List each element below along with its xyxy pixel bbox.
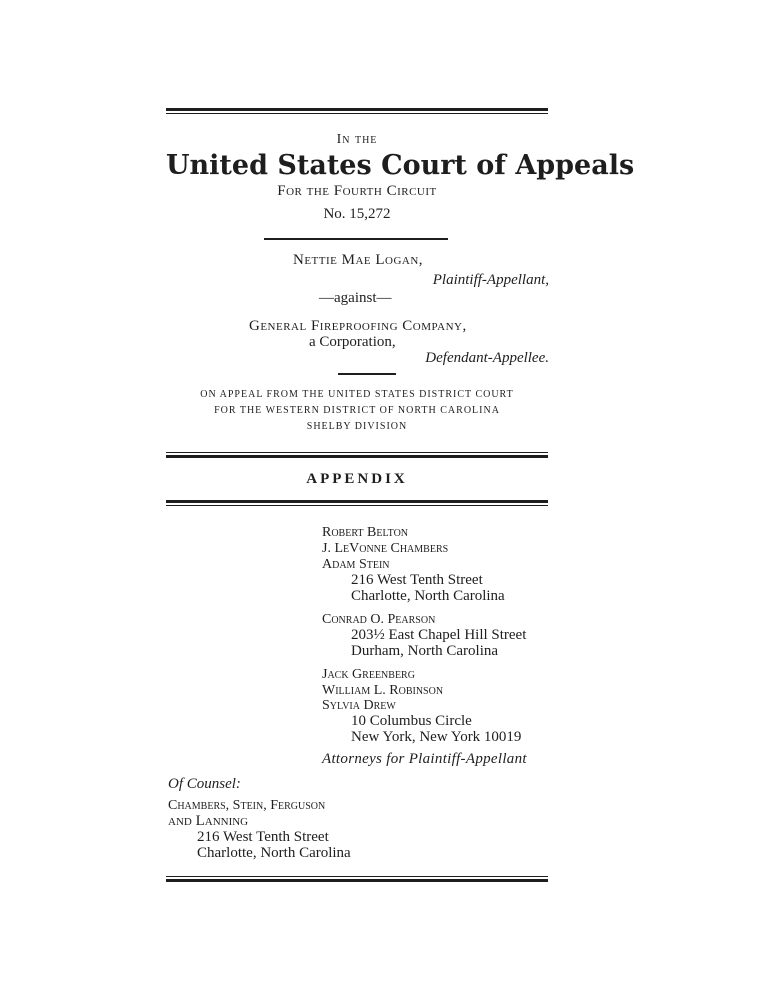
title-rule-thin xyxy=(166,505,548,506)
circuit-label: For the Fourth Circuit xyxy=(277,183,437,199)
attorney-name: Sylvia Drew xyxy=(322,698,396,713)
case-number: No. 15,272 xyxy=(323,206,391,222)
appeal-line-2: FOR THE WESTERN DISTRICT OF NORTH CAROLINA xyxy=(214,405,500,416)
address-line: Durham, North Carolina xyxy=(351,643,499,659)
appeal-line-1: ON APPEAL FROM THE UNITED STATES DISTRICT COURT xyxy=(200,389,514,400)
address-line: 216 West Tenth Street xyxy=(351,572,483,588)
attorney-name: J. LeVonne Chambers xyxy=(322,541,449,556)
counsel-firm-line-2: and Lanning xyxy=(168,813,249,829)
attorney-name: Conrad O. Pearson xyxy=(322,612,436,627)
top-rule-thin xyxy=(166,113,548,114)
attorney-name: Robert Belton xyxy=(322,525,409,540)
top-rule-thick xyxy=(166,108,548,111)
defendant-name: General Fireproofing Company, xyxy=(249,318,467,334)
attorney-name: William L. Robinson xyxy=(322,683,444,698)
plaintiff-role: Plaintiff-Appellant, xyxy=(432,272,549,288)
court-name: United States Court of Appeals xyxy=(166,150,635,181)
counsel-address-line: 216 West Tenth Street xyxy=(197,829,329,845)
defendant-role: Defendant-Appellee. xyxy=(425,350,549,366)
counsel-address-line: Charlotte, North Carolina xyxy=(197,845,351,861)
defendant-description: a Corporation, xyxy=(309,334,396,350)
divider-rule-1 xyxy=(264,238,448,240)
counsel-firm-line-1: Chambers, Stein, Ferguson xyxy=(168,798,326,813)
against-label: —against— xyxy=(319,290,392,306)
address-line: New York, New York 10019 xyxy=(351,729,522,745)
address-line: 10 Columbus Circle xyxy=(351,713,472,729)
title-rule-thick xyxy=(166,500,548,503)
of-counsel-label: Of Counsel: xyxy=(168,776,241,792)
divider-rule-2 xyxy=(338,373,396,375)
bottom-rule-thin xyxy=(166,876,548,877)
plaintiff-name: Nettie Mae Logan, xyxy=(293,252,424,268)
document-title: APPENDIX xyxy=(306,471,408,487)
attorneys-role: Attorneys for Plaintiff-Appellant xyxy=(322,751,527,767)
address-line: Charlotte, North Carolina xyxy=(351,588,505,604)
appeal-line-3: SHELBY DIVISION xyxy=(306,421,408,432)
attorney-name: Jack Greenberg xyxy=(322,667,415,682)
middle-rule-thick xyxy=(166,455,548,458)
in-the-label: In the xyxy=(336,132,378,147)
bottom-rule-thick xyxy=(166,879,548,882)
address-line: 203½ East Chapel Hill Street xyxy=(351,627,527,643)
middle-rule-thin xyxy=(166,452,548,453)
attorney-name: Adam Stein xyxy=(322,557,390,572)
